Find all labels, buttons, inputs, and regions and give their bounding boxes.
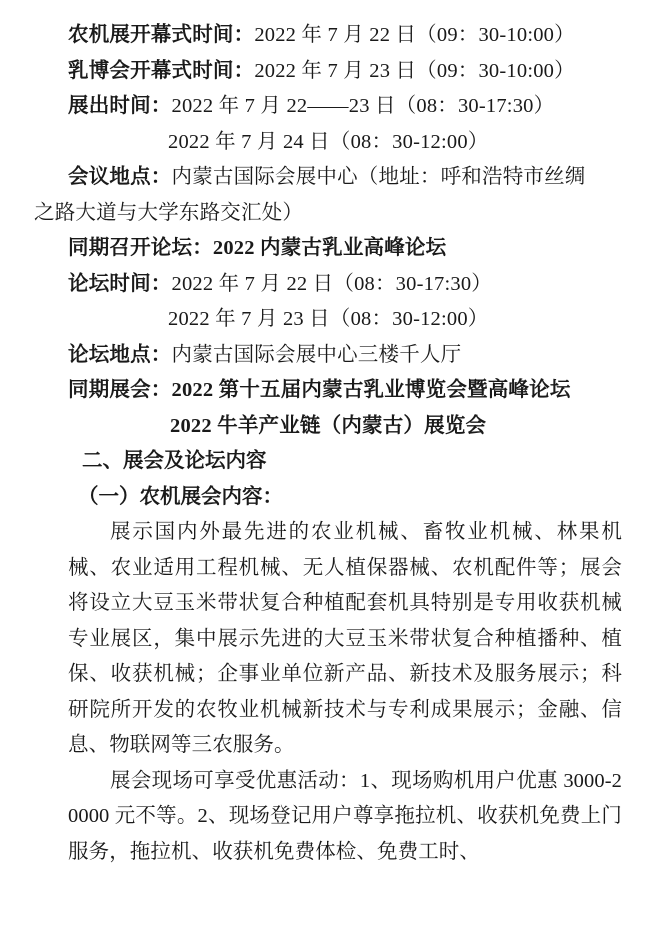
info-line-concurrent-expo [68, 373, 622, 409]
info-line-label: 会议地点： [68, 166, 172, 188]
info-line-label: 乳博会开幕式时间： [68, 59, 255, 82]
info-line-exhibit-time [68, 89, 622, 125]
info-line-label: 论坛时间： [68, 272, 172, 295]
info-line-value: 2022 年 7 月 23 日（09：30-10:00） [254, 59, 575, 82]
info-line-forum-time-second [68, 302, 622, 338]
info-line-value: 2022 年 7 月 23 日（08：30-12:00） [168, 308, 489, 330]
info-line-concurrent-expo-second [68, 409, 622, 445]
info-line-label: 同期召开论坛：2022 内蒙古乳业高峰论坛 [68, 237, 447, 259]
info-line-label: 2022 牛羊产业链（内蒙古）展览会 [170, 414, 487, 437]
info-line-exhibit-time-second [68, 125, 622, 161]
info-line-label: 同期展会：2022 第十五届内蒙古乳业博览会暨高峰论坛 [68, 379, 571, 401]
info-line-value: 内蒙古国际会展中心三楼千人厅 [171, 343, 462, 366]
paragraph-exhibit-content: 展示国内外最先进的农业机械、畜牧业机械、林果机械、农业适用工程机械、无人植保器械、农机配件等；展会将设立大豆玉米带状复合种植配套机具特别是专用收获机械专业展区，集中展示先进的大豆玉米带状复合种植播种、植保、收获机械；企事业单位新产品、新技术及服务展示；科研院所开发的农牧业机械新技术与专利成果展示；金融、信息、物联网等三农服务。 [68, 521, 622, 756]
info-line-value: 2022 年 7 月 22——23 日（08：30-17:30） [171, 95, 555, 117]
info-line-forum-venue [68, 338, 622, 374]
section-heading-two: 二、展会及论坛内容 [82, 450, 267, 472]
info-line-value: 2022 年 7 月 22 日（09：30-10:00） [254, 24, 575, 46]
info-line-rubohui-opening [68, 54, 622, 90]
info-line-label: 展出时间： [68, 95, 172, 117]
info-line-value: 内蒙古国际会展中心（地址：呼和浩特市丝绸 [171, 166, 586, 188]
info-line-venue-cont [34, 196, 622, 232]
info-line-venue [68, 160, 622, 196]
info-line-forum-title [68, 231, 622, 267]
info-line-label: 论坛地点： [68, 343, 172, 366]
info-line-label: 农机展开幕式时间： [68, 24, 255, 46]
info-line-forum-time [68, 267, 622, 303]
info-line-value: 2022 年 7 月 24 日（08：30-12:00） [168, 130, 489, 153]
info-line-value: 之路大道与大学东路交汇处） [34, 201, 304, 224]
info-line-value: 2022 年 7 月 22 日（08：30-17:30） [171, 272, 492, 295]
paragraph-onsite-promotions: 展会现场可享受优惠活动：1、现场购机用户优惠 3000-20000 元不等。2、现场登记用户尊享拖拉机、收获机免费上门服务，拖拉机、收获机免费体检、免费工时、 [68, 769, 622, 863]
info-line-nongjizhan-opening [68, 18, 622, 54]
subsection-heading-one: （一）农机展会内容： [78, 485, 283, 508]
